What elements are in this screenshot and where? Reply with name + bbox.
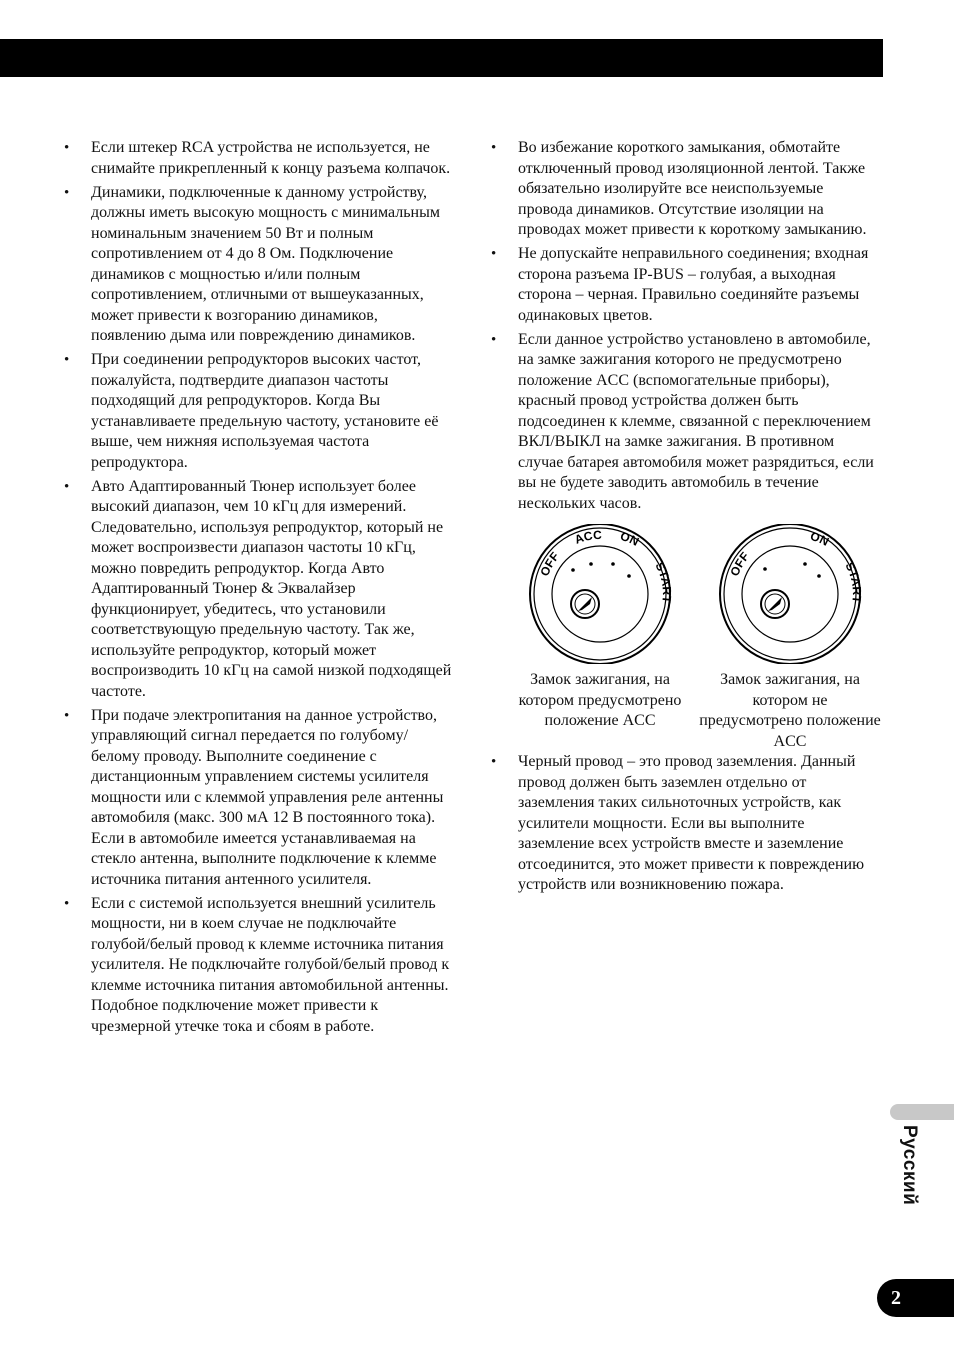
svg-text:ON: [809, 529, 832, 549]
ignition-figures: [509, 524, 881, 752]
list-item: [62, 477, 454, 703]
label-off: OFF: [727, 549, 753, 579]
bullet-icon: •: [491, 246, 497, 262]
svg-text:START: [652, 560, 674, 604]
label-on: ON: [808, 528, 832, 549]
bullet-icon: •: [64, 184, 70, 201]
list-item: [62, 183, 454, 347]
language-tab: [890, 1104, 954, 1120]
label-start: START: [842, 559, 864, 604]
list-item-text: Авто Адаптированный Тюнер использует более высокий диапазон, чем 10 кГц для измерений. Следовательно, используя репродуктор, который не может воспроизвести диапазон частоты 10 кГц, можно повредить репродуктор. Когда Авто Адаптированный Тюнер & Эквалайзер функционирует, убедитесь, что установили соответствующую предельную частоту. Так же, используйте репродуктор, который может воспроизводить 10 кГц на самой низкой подходящей частоте.: [91, 477, 452, 700]
svg-text:ACC: [573, 528, 603, 547]
list-item: [489, 330, 881, 515]
left-bullet-list: [62, 138, 454, 1037]
ignition-lock-acc-icon: [525, 524, 675, 664]
bullet-icon: •: [491, 754, 497, 770]
list-item-text: Во избежание короткого замыкания, обмотайте отключенный провод изоляционной лентой. Также обязательно изолируйте все неиспользуемые провода динамиков. Отсутствие изоляции на проводах может привести к короткому замыканию.: [518, 139, 867, 238]
figure-caption: Замок зажигания, на котором не предусмотрено положение ACC: [699, 671, 881, 750]
list-item: [489, 138, 881, 241]
list-item-text: Не допускайте неправильного соединения; входная сторона разъема IP-BUS – голубая, а выходная сторона – черная. Правильно соединяйте разъемы одинаковых цветов.: [518, 245, 869, 324]
ignition-figure-with-acc: [509, 524, 691, 752]
list-item: [62, 706, 454, 891]
list-item-text: При подаче электропитания на данное устройство, управляющий сигнал передается по голубому/белому проводу. Выполните соединение с дистанционным управлением системы усилителя мощности или с клеммой управления реле антенны автомобиля (макс. 300 мА 12 В постоянного тока). Если в автомобиле имеется устанавливаемая на стекло антенна, выполните подключение к клемме источника питания антенного усилителя.: [91, 706, 444, 888]
header-bar: [0, 39, 883, 77]
bullet-icon: •: [64, 352, 70, 368]
right-bullet-list: [489, 138, 881, 514]
list-item: [62, 350, 454, 473]
right-bullet-list-after: [489, 752, 881, 896]
ignition-lock-no-acc-icon: [715, 524, 865, 664]
label-start: START: [652, 559, 674, 604]
right-column: [489, 138, 881, 899]
bullet-icon: •: [491, 140, 497, 156]
bullet-icon: •: [64, 478, 70, 495]
left-column: [62, 138, 454, 1041]
list-item-text: Если штекер RCA устройства не используется, не снимайте прикрепленный к концу разъема колпачок.: [91, 139, 451, 177]
figure-caption: Замок зажигания, на котором предусмотрено положение ACC: [518, 671, 682, 729]
label-off: OFF: [537, 549, 563, 579]
bullet-icon: •: [491, 331, 497, 348]
list-item: [489, 244, 881, 326]
ignition-figure-without-acc: [699, 524, 881, 752]
list-item-text: Динамики, подключенные к данному устройству, должны иметь высокую мощность с минимальным номинальным значением 50 Вт и полным сопротивлением от 4 до 8 Ом. Подключение динамиков с мощностью и/или полным сопротивлением, отличными от вышеуказанных, может привести к возгоранию динамиков, появлению дыма или повреждению динамиков.: [91, 183, 440, 344]
svg-text:START: [842, 560, 864, 604]
label-on: ON: [618, 528, 642, 549]
label-acc: ACC: [572, 527, 603, 547]
language-label: Русский: [899, 1125, 920, 1206]
svg-text:ON: [619, 529, 642, 549]
list-item: [62, 894, 454, 1038]
list-item-text: Если данное устройство установлено в автомобиле, на замке зажигания которого не предусмотрено положение ACC (вспомогательные приборы), красный провод устройства должен быть подсоединен к клемме, связанной с переключением ВКЛ/ВЫКЛ на замке зажигания. В противном случае батарея автомобиля может разрядиться, если вы не будете заводить автомобиль в течение нескольких часов.: [518, 330, 874, 512]
list-item-text: Черный провод – это провод заземления. Данный провод должен быть заземлен отдельно от заземления таких сильноточных устройств, как усилители мощности. Если вы выполните заземление всех устройств вместе и заземление отсоединится, это может привести к повреждению устройств или возникновению пожара.: [518, 753, 865, 893]
list-item: [489, 752, 881, 896]
list-item-text: Если с системой используется внешний усилитель мощности, ни в коем случае не подключайте голубой/белый провод к клемме источника питания усилителя. Не подключайте голубой/белый провод к клемме источника питания автомобильной антенны. Подобное подключение может привести к чрезмерной утечке тока и сбоям в работе.: [91, 894, 450, 1035]
list-item: [62, 138, 454, 179]
bullet-icon: •: [64, 140, 70, 156]
page-number: 2: [891, 1287, 901, 1309]
bullet-icon: •: [64, 707, 70, 724]
list-item-text: При соединении репродукторов высоких частот, пожалуйста, подтвердите диапазон частоты подходящий для репродукторов. Когда Вы устанавливаете предельную частоту, установите её выше, чем нижняя используемая частота репродуктора.: [91, 351, 439, 471]
bullet-icon: •: [64, 895, 70, 912]
